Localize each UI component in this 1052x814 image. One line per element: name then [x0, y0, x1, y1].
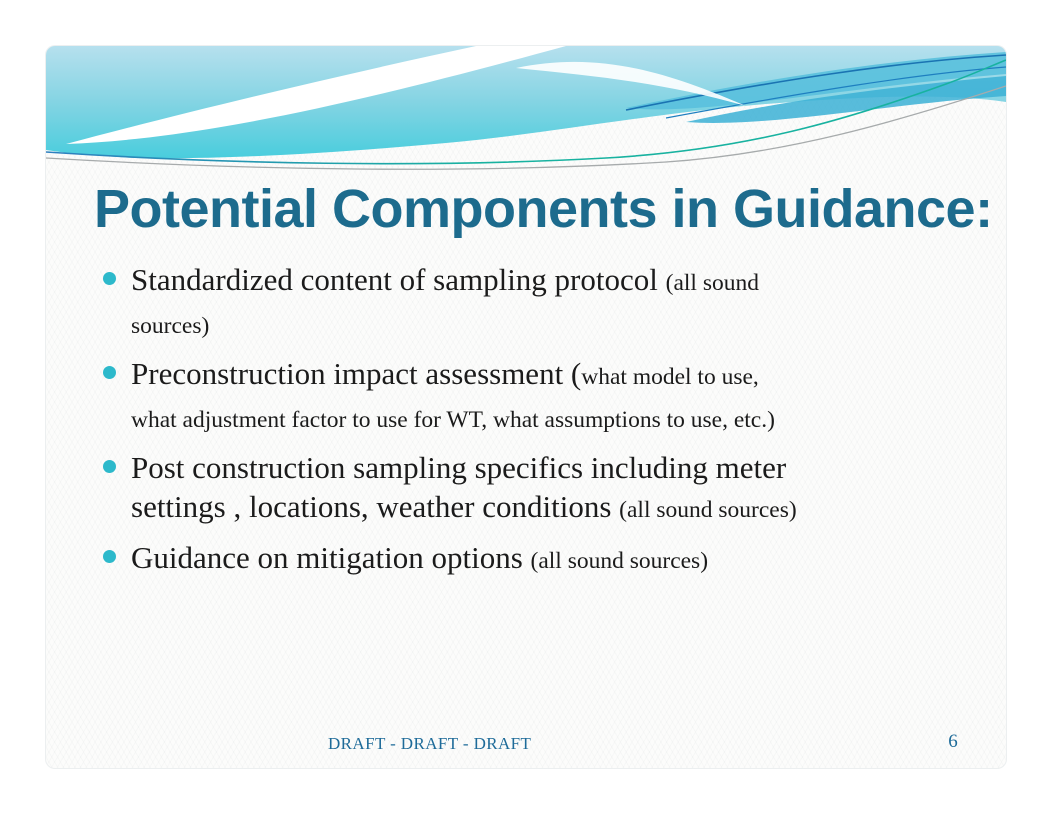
text-segment: Standardized content of sampling protocol: [131, 262, 666, 297]
text-segment: (all sound sources): [530, 548, 709, 574]
text-segment: what model to use,: [581, 364, 759, 390]
bullet-dot: [103, 550, 116, 563]
bullet-text: [131, 540, 708, 575]
bullet-text: [131, 450, 797, 524]
text-segment: what adjustment factor to use for WT, what assumptions to use, etc.): [131, 407, 775, 433]
bullet-list: [131, 260, 939, 589]
list-item: [131, 354, 939, 440]
slide-canvas: [46, 46, 1006, 768]
text-segment: sources): [131, 313, 210, 339]
bullet-text: [131, 262, 759, 340]
text-segment: Post construction sampling specifics including meter: [131, 450, 787, 485]
list-item: [131, 260, 939, 346]
bullet-dot: [103, 272, 116, 285]
text-segment: Preconstruction impact assessment (: [131, 356, 582, 391]
text-segment: (all sound: [665, 270, 759, 296]
text-segment: settings , locations, weather conditions: [131, 489, 620, 524]
page-number: 6: [948, 731, 958, 752]
bullet-text: [131, 356, 775, 434]
list-item: [131, 448, 939, 530]
bullet-dot: [103, 366, 116, 379]
slide-title: Potential Components in Guidance:: [94, 179, 993, 239]
footer-text: DRAFT - DRAFT - DRAFT: [328, 734, 532, 753]
bullet-dot: [103, 460, 116, 473]
text-segment: (all sound sources): [619, 497, 797, 523]
text-segment: Guidance on mitigation options: [131, 540, 531, 575]
list-item: [131, 538, 939, 581]
